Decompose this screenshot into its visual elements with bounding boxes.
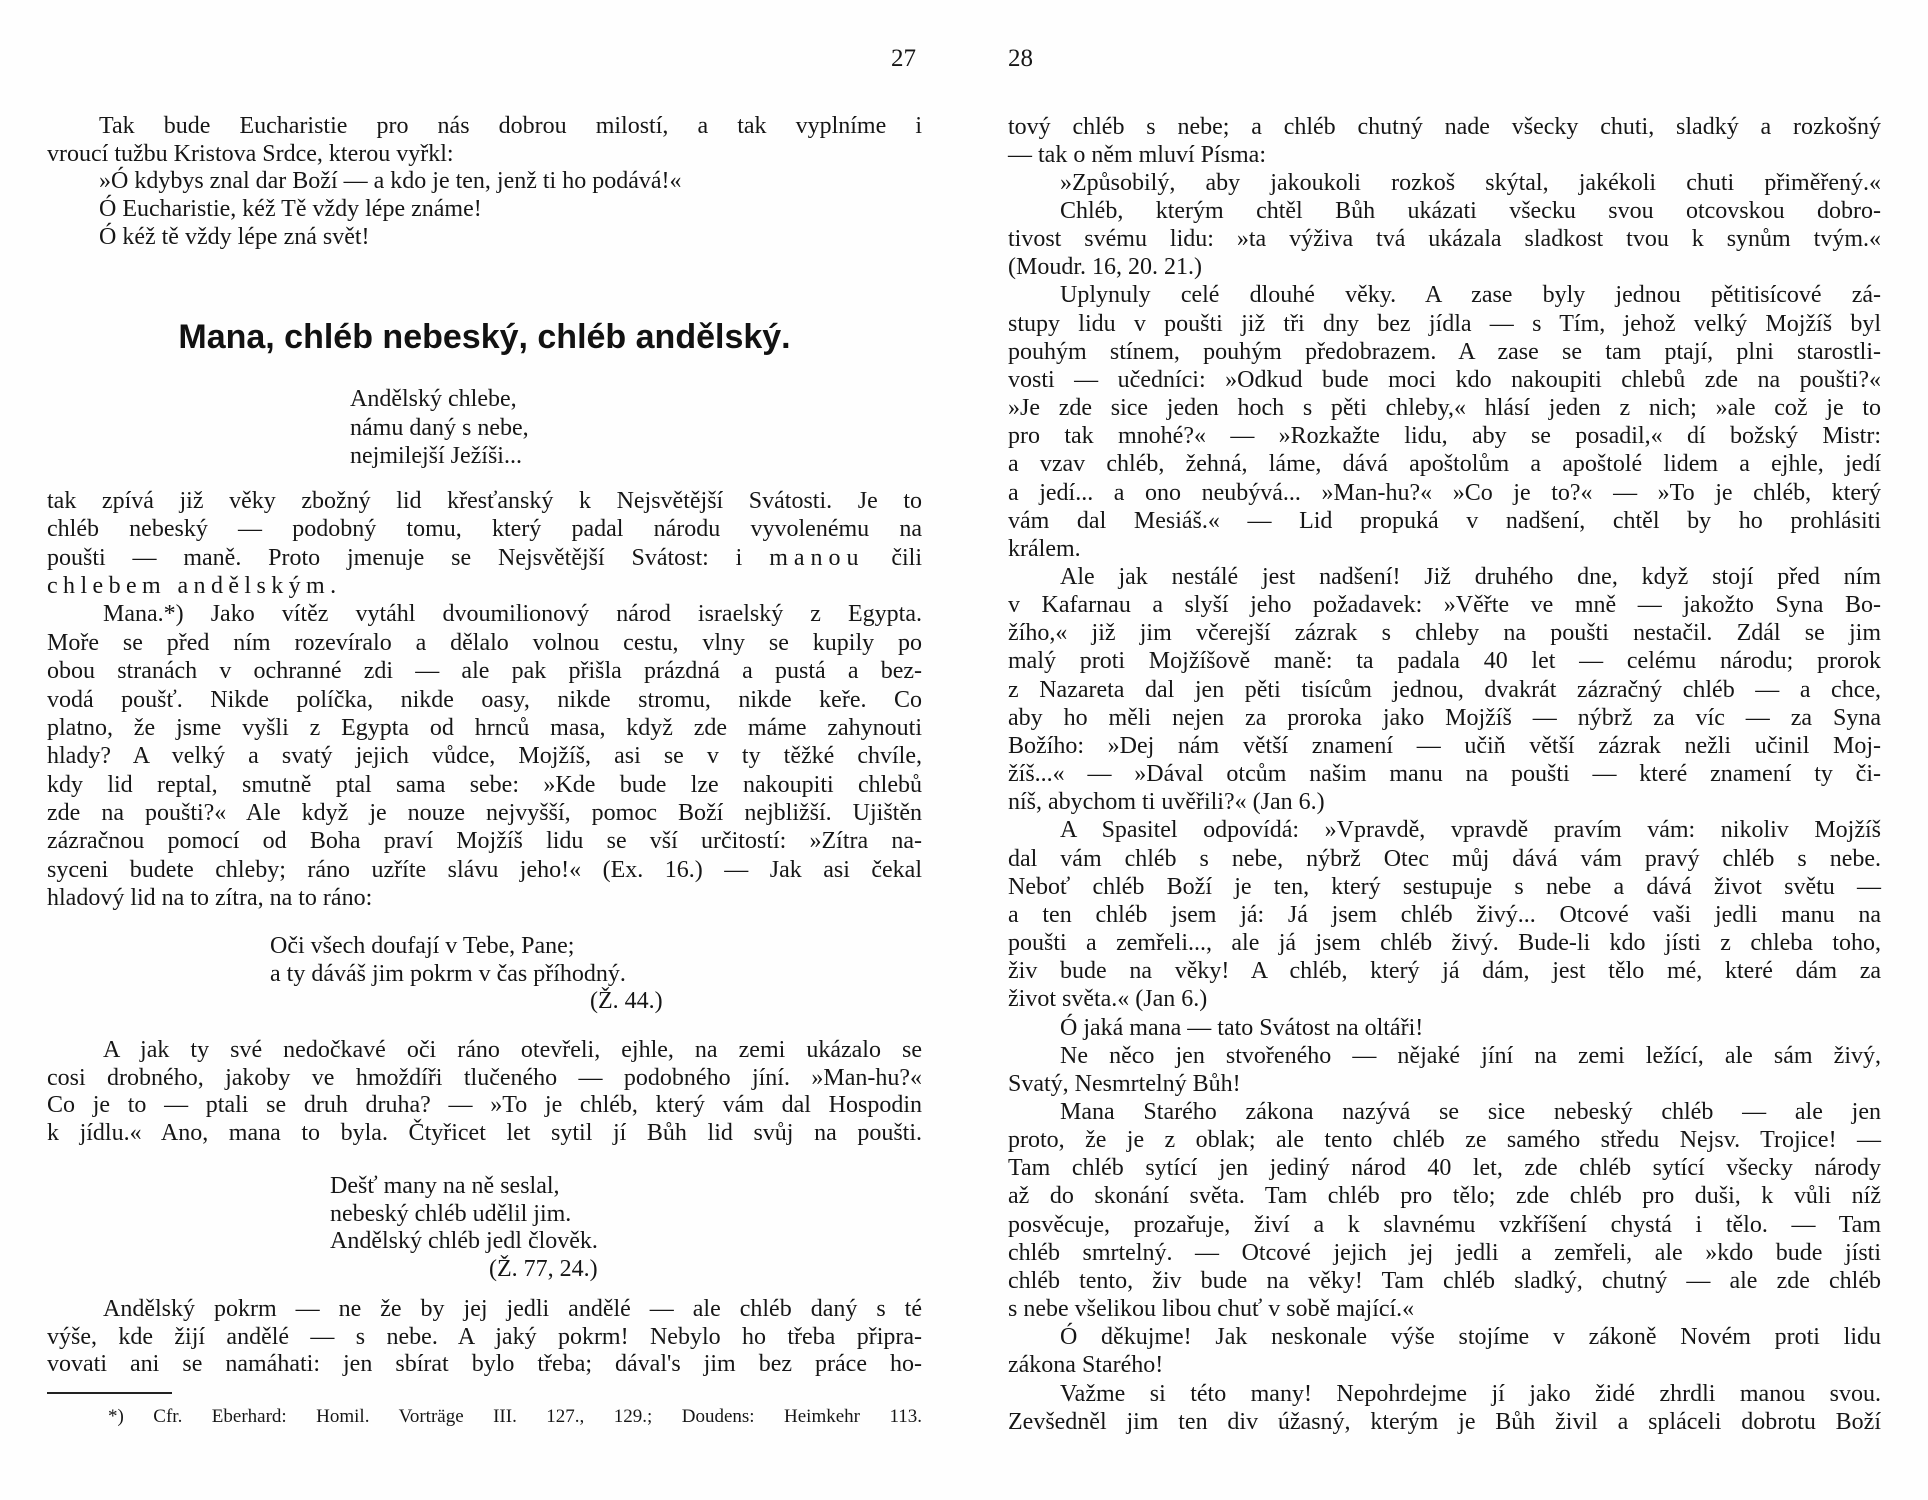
text-line: Važme si této many! Nepohrdejme jí jako židé zhrdli manou svou. [1060,1380,1881,1407]
text-line: zde na poušti?« Ale když je nouze nejvyšší, pomoc Boží nejbližší. Ujištěn [47,799,922,826]
text-line: vám dal Mesiáš.« — Lid propuká v nadšení, chtěl by ho prohlásiti [1008,507,1881,534]
verse-block [47,933,922,1016]
footnote: *) Cfr. Eberhard: Homil. Vorträge III. 127., 129.; Doudens: Heimkehr 113. [108,1406,922,1427]
text-line: k jídlu.« Ano, mana to byla. Čtyřicet let sytil jí Bůh lid svůj na poušti. [47,1119,922,1146]
text-line: »Ó kdybys znal dar Boží — a kdo je ten, jenž ti ho podává!« [99,168,682,195]
verse-line: nejmilejší Ježíši... [350,443,522,470]
footnote-rule [47,1392,172,1394]
text-line: a vzav chléb, žehná, láme, dává apoštolům a apoštolé lidem a ejhle, jedí [1008,451,1881,478]
spaced-word: manou [769,544,865,571]
spaced-line: chlebem andělským. [47,573,342,600]
section-heading: Mana, chléb nebeský, chléb andělský. [178,318,791,356]
text-line: Božího: »Dej nám větší znamení — učiň větší zázrak nežli učinil Moj- [1008,732,1881,759]
text-line: Ó jaká mana — tato Svátost na oltáři! [1060,1014,1424,1041]
text-line: výše, kde žijí andělé — s nebe. A jaký pokrm! Nebylo ho třeba připra- [47,1323,922,1350]
text-line: Co je to — ptali se druh druha? — »To je chléb, který vám dal Hospodin [47,1092,922,1118]
text-line: Mana.*) Jako vítěz vytáhl dvoumilionový národ israelský z Egypta. [103,601,922,628]
body-paragraph [47,1037,922,1147]
text-line: Uplynuly celé dlouhé věky. A zase byly jednou pětitisícové zá- [1060,282,1881,309]
text-line: posvěcuje, prozařuje, živí a k slavnému vzkříšení chystá i tělo. — Tam [1008,1211,1881,1238]
text-line: tový chléb s nebe; a chléb chutný nade všecky chuti, sladký a rozkošný [1008,113,1881,140]
text-segment: čili [891,544,923,571]
text-line: — tak o něm mluví Písma: [1008,141,1266,168]
verse-reference: (Ž. 77, 24.) [489,1255,598,1282]
text-line: Ó kéž tě vždy lépe zná svět! [99,223,370,250]
verse-line: Andělský chléb jedl člověk. [330,1228,598,1254]
text-line: Chléb, kterým chtěl Bůh ukázati všecku svou otcovskou dobro- [1060,197,1881,224]
text-line: Ne něco jen stvořeného — nějaké jíní na zemi ležící, ale sám živý, [1060,1042,1881,1069]
text-line: chléb tento, živ bude na věky! Tam chléb sladký, chutný — ale zde chléb [1008,1267,1881,1294]
text-line: (Moudr. 16, 20. 21.) [1008,254,1202,281]
text-line: vodá poušť. Nikde políčka, nikde oasy, nikde stromu, nikde keře. Co [47,686,922,713]
text-line: níš, abychom ti uvěřili?« (Jan 6.) [1008,789,1325,816]
text-line: zázračnou pomocí od Boha praví Mojžíš lidu se vší určitostí: »Zítra na- [47,828,922,855]
verse-block [47,385,922,471]
text-line: Zevšedněl jim ten div úžasný, kterým je Bůh živil a spláceli dobrotu Boží [1008,1408,1881,1435]
text-segment: poušti — maně. Proto jmenuje se Nejsvětější Svátost: i [47,544,743,571]
text-line: vosti — učedníci: »Odkud bude moci kdo nakoupiti chlebů zde na poušti?« [1008,366,1881,393]
text-line: proto, že je z oblak; ale tento chléb ze samého středu Nejsv. Trojice! — [1008,1127,1881,1154]
text-line: pro tak mnohé?« — »Rozkažte lidu, aby se posadil,« dí božský Mistr: [1008,423,1881,450]
text-line: z Nazareta dal jen pěti tisícům jednou, dvakrát zázračný chléb — a chce, [1008,676,1881,703]
text-line: vovati ani se namáhati: jen sbírat bylo třeba; dával's jim bez práce ho- [47,1351,922,1378]
text-line: a ten chléb jsem já: Já jsem chléb živý... Otcové vaši jedli manu na [1008,901,1881,928]
body-paragraphs [47,487,922,912]
text-line: cosi drobného, jakoby ve hmoždíři tlučeného — podobného jíní. »Man-hu?« [47,1064,922,1091]
text-line: chléb smrtelný. — Otcové jejich jej jedli a zemřeli, ale »kdo bude jísti [1008,1239,1881,1266]
text-line: A Spasitel odpovídá: »Vpravdě, vpravdě pravím vám: nikoliv Mojžíš [1060,817,1881,844]
text-line: a jedí... a ono neubývá... »Man-hu?« »Co je to?« — »To je chléb, který [1008,479,1881,506]
text-line: Tam chléb sytící jen jediný národ 40 let, zde chléb sytící všecky národy [1008,1155,1881,1182]
text-line: stupy lidu v poušti již tři dny bez jídla — s Tím, jehož velký Mojžíš byl [1008,310,1881,337]
text-line [47,544,922,572]
text-line: v Kafarnau a slyší jeho požadavek: »Věřte ve mně — jakožto Syna Bo- [1008,592,1881,619]
verse-line: nebeský chléb udělil jim. [330,1200,572,1227]
text-line: kdy lid reptal, smutně ptal sama sebe: »Kde bude lze nakoupiti chlebů [47,771,922,798]
text-line: Ale jak nestálé jest nadšení! Již druhého dne, když stojí před ním [1060,564,1881,590]
right-page [1008,113,1881,1436]
text-line: zákona Starého! [1008,1352,1164,1379]
text-line: žího,« již jim včerejší zázrak s chleby na poušti nestačil. Zdál se jim [1008,620,1881,647]
text-line: život světa.« (Jan 6.) [1008,986,1208,1013]
intro-paragraph [47,113,922,252]
text-line: Neboť chléb Boží je ten, který sestupuje s nebe a dává život světu — [1008,873,1881,900]
verse-line: Dešť many na ně seslal, [330,1173,560,1199]
text-line: žíš...« — »Dával otcům našim manu na poušti — které znamení ty či- [1008,761,1881,788]
text-line: pouhým stínem, pouhým předobrazem. A zase se tam ptají, plni starostli- [1008,338,1881,365]
text-line: Ó děkujme! Jak neskonale výše stojíme v zákoně Novém proti lidu [1060,1324,1881,1351]
text-line: dal vám chléb s nebe, nýbrž Otec můj dává vám pravý chléb s nebe. [1008,845,1881,872]
text-line: hladový lid na to zítra, na to ráno: [47,885,373,912]
verse-reference: (Ž. 44.) [590,988,663,1015]
text-line: aby ho měli nejen za proroka jako Mojžíš — nýbrž za víc — za Syna [1008,704,1881,731]
text-line: platno, že jsme vyšli z Egypta od hrnců masa, když zde máme zahynouti [47,714,922,741]
text-line: Mana Starého zákona nazývá se sice nebeský chléb — ale jen [1060,1098,1881,1125]
text-line: chléb nebeský — podobný tomu, který padal národu vyvolenému na [47,516,922,543]
page-number-right: 28 [1008,45,1033,72]
text-line: »Způsobilý, aby jakoukoli rozkoš skýtal, jakékoli chuti přiměřený.« [1060,169,1881,196]
text-line: Svatý, Nesmrtelný Bůh! [1008,1070,1241,1097]
text-line: Ó Eucharistie, kéž Tě vždy lépe známe! [99,196,482,223]
page-number-left: 27 [891,45,916,72]
text-line: Moře se před ním rozevíralo a dělalo volnou cestu, vlny se kupily po [47,629,922,656]
body-paragraph [47,1296,922,1379]
text-line: syceni budete chleby; ráno uzříte slávu jeho!« (Ex. 16.) — Jak asi čekal [47,856,922,883]
text-line: vroucí tužbu Kristova Srdce, kterou vyřkl: [47,140,454,167]
verse-line: a ty dáváš jim pokrm v čas příhodný. [270,960,626,987]
text-line: živ bude na věky! A chléb, který já dám, jest tělo mé, které dám za [1008,958,1881,985]
text-line: poušti a zemřeli..., ale já jsem chléb živý. Bude-li kdo jísti z chleba toho, [1008,930,1881,957]
text-line: »Je zde sice jeden hoch s pěti chleby,« hlásí jeden z nich; »ale což je to [1008,395,1881,422]
text-line: A jak ty své nedočkavé oči ráno otevřeli, ejhle, na zemi ukázalo se [103,1037,922,1063]
text-line: Andělský pokrm — ne že by jej jedli andělé — ale chléb daný s té [103,1296,922,1322]
verse-line: Oči všech doufají v Tebe, Pane; [270,933,575,959]
text-line: tivost svému lidu: »ta výživa tvá ukázala sladkost tvou k synům tvým.« [1008,226,1881,253]
verse-line: Andělský chlebe, [350,386,517,412]
text-line: malý proti Mojžíšově maně: ta padala 40 let — celému národu; prorok [1008,648,1881,675]
text-line: obou stranách v ochranné zdi — ale pak přišla prázdná a pustá a bez- [47,658,922,685]
verse-line: námu daný s nebe, [350,414,529,441]
text-line: Tak bude Eucharistie pro nás dobrou milostí, a tak vyplníme i [99,113,922,139]
text-line: tak zpívá již věky zbožný lid křesťanský k Nejsvětější Svátosti. Je to [47,488,922,514]
verse-block [47,1173,922,1283]
text-line: s nebe všelikou libou chuť v sobě mající.« [1008,1296,1415,1323]
text-line: až do skonání světa. Tam chléb pro tělo; zde chléb pro duši, k vůli níž [1008,1183,1881,1210]
text-line: hlady? A velký a svatý jejich vůdce, Mojžíš, asi se v ty těžké chvíle, [47,743,922,770]
text-line: králem. [1008,535,1081,562]
